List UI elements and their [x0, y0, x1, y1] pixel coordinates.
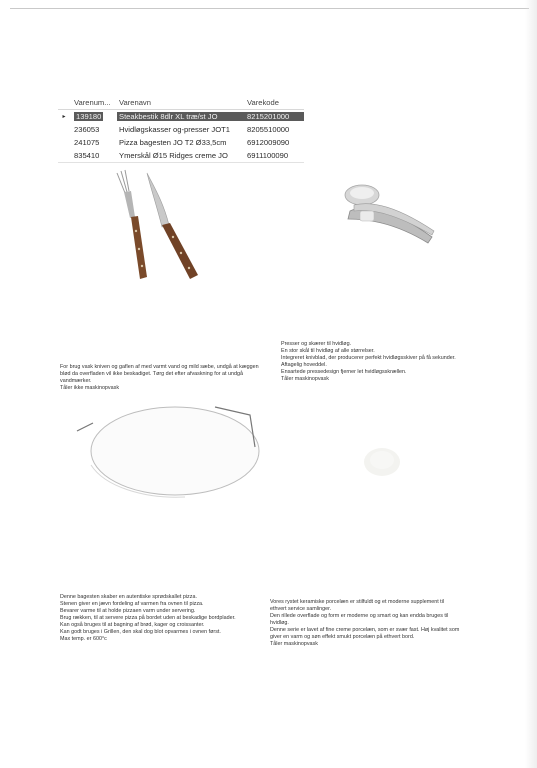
row-varenummer: 139180 — [76, 112, 102, 121]
header-varenummer[interactable]: Varenum... — [74, 97, 111, 107]
row-varenummer: 241075 — [74, 138, 100, 147]
row-varekode: 8205510000 — [247, 125, 290, 134]
pizza-stone-description: Denne bagesten skaber en autentiske sprødskallet pizza. Stenen giver en jævn fordeling af varmen fra ovnen til pizza. Bevarer varme til at holde pizzaen varm under servering. Brug rækken, til at servere pizza på bordet uden at beskadige bordplader. Kan også bruges til at bagning af brød, kager og croissanter. Kan godt bruges i Grillen, den skal dog blot opvarmes i ovnen først. Max temp. er 600°c — [60, 594, 236, 642]
steak-description: For brug vask kniven og gaflen af med varmt vand og mild sæbe, undgå at kæggen blød da overfladen vil ikke beskadiget. Tørg det efter afvaskning for at undgå vandmærker. Tåler ikke maskinopvask — [60, 364, 259, 391]
table-row[interactable] — [58, 149, 304, 162]
row-pointer-icon: ▸ — [62, 114, 66, 120]
grid-header — [58, 95, 304, 110]
garlic-press-description: Presser og skærer til hvidløg. En stor skål til hvidløg af alle størrelser. Integreret knivblad, der producerer perfekt hvidløgsskiver på få sekunder. Aftagelig hoveddel. Ensartede pressedesign fjerner let hvidløgsskrællen. Tåler maskinopvask — [281, 341, 456, 382]
pizza-stone-image — [65, 395, 270, 505]
header-varekode[interactable]: Varekode — [247, 97, 279, 107]
row-varekode: 6911100090 — [247, 151, 289, 160]
row-varenavn: Pizza bagesten JO T2 Ø33,5cm — [119, 138, 227, 147]
row-varenavn: Steakbestik 8dlr XL træ/st JO — [117, 112, 244, 121]
page-top-edge — [10, 8, 529, 9]
row-varekode: 6912009090 — [247, 138, 290, 147]
row-varenummer: 835410 — [74, 151, 100, 160]
product-grid — [58, 95, 304, 163]
bowl-description: Vores rystet keramiske porcelæn er stilfuldt og et moderne supplement til ethvert service samlinger. Den rillede overflade og form er moderne og smart og kan endda bruges til hvidløg. Denne serie er lavet af fine creme porcelæn, som er svær fast. Høj kvalitet som giver en varm og søn effekt smukt porcelæn på ethvert bord. Tåler maskinopvask — [270, 599, 460, 647]
row-varenavn: Hvidløgskasser og-presser JOT1 — [119, 125, 230, 134]
row-varenummer: 236053 — [74, 125, 100, 134]
table-row[interactable] — [58, 123, 304, 136]
row-varenavn: Ymerskål Ø15 Ridges creme JO — [119, 151, 228, 160]
scan-shadow — [525, 0, 537, 768]
grid-body — [58, 110, 304, 163]
table-row[interactable] — [58, 110, 304, 123]
garlic-press-image — [340, 175, 440, 250]
table-row[interactable] — [58, 136, 304, 149]
ramekin-bowl-image — [352, 440, 412, 485]
header-varenavn[interactable]: Varenavn — [119, 97, 151, 107]
row-varekode: 8215201000 — [244, 112, 304, 121]
steak-cutlery-image — [105, 165, 220, 285]
